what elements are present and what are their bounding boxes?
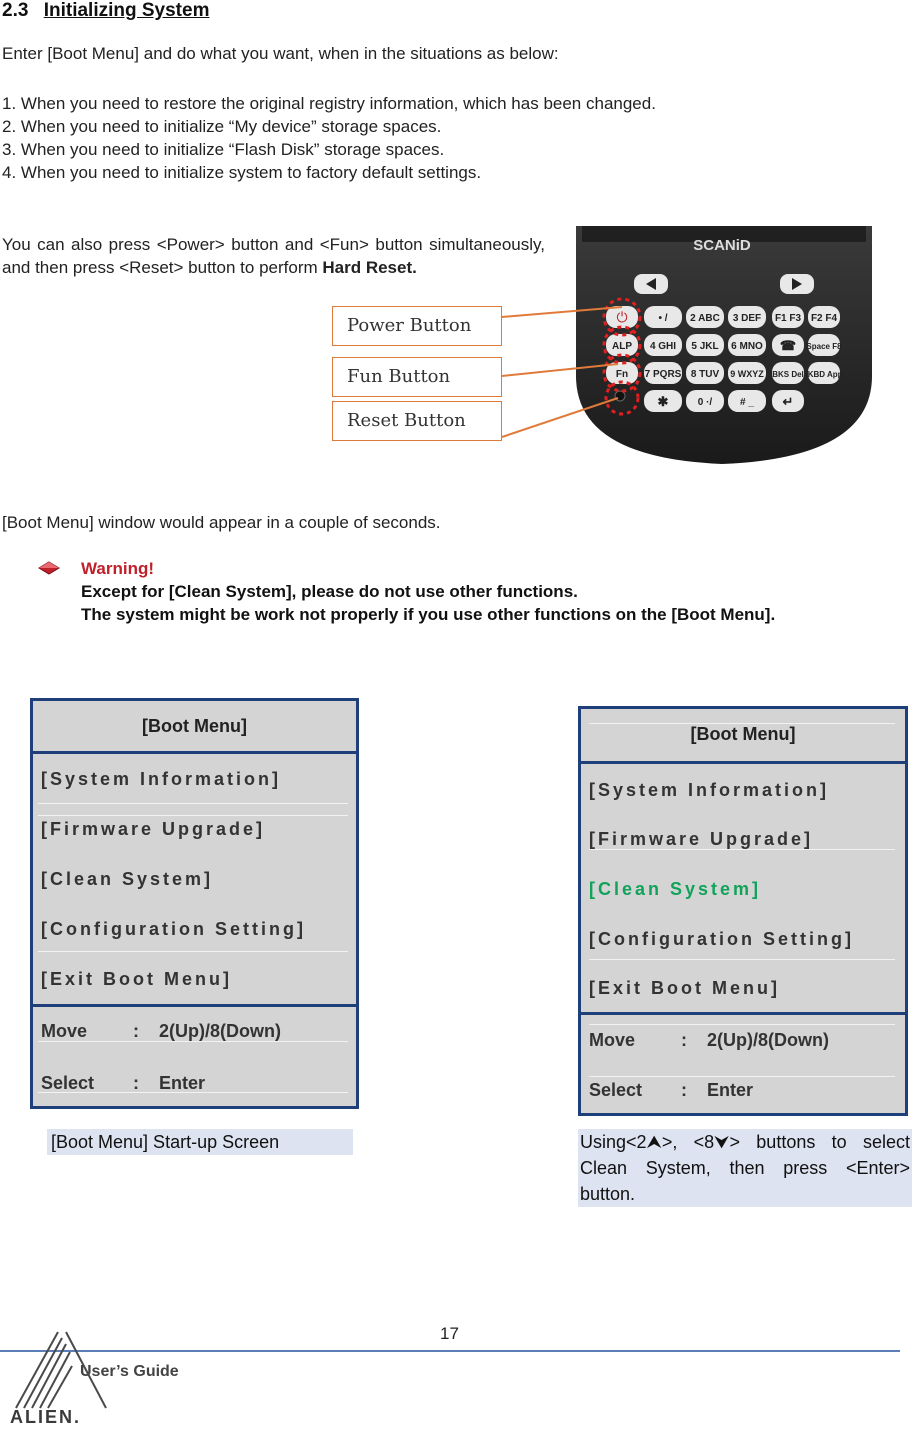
- users-guide-label: User’s Guide: [80, 1363, 179, 1380]
- section-title: Initializing System: [43, 0, 210, 21]
- hard-reset-text: You can also press <Power> button and <Fun> button simultaneously, and then press <Reset> button to perform: [2, 235, 545, 277]
- menu-item-system-information[interactable]: [System Information]: [41, 769, 282, 789]
- hard-reset-paragraph: [2, 233, 545, 279]
- alien-logo-icon: [6, 1326, 116, 1426]
- select-label: Select: [589, 1080, 643, 1100]
- select-hint: [581, 1065, 905, 1115]
- brand-logo: SCANiD: [693, 237, 751, 254]
- warning-line: Except for [Clean System], please do not use other functions.: [81, 582, 578, 601]
- power-icon: ⏻: [616, 310, 628, 326]
- caption-startup-screen: [Boot Menu] Start-up Screen: [47, 1129, 353, 1155]
- key-label: 3 DEF: [732, 313, 762, 324]
- key-label: 5 JKL: [691, 341, 719, 352]
- menu-item-firmware-upgrade[interactable]: [Firmware Upgrade]: [589, 829, 814, 849]
- select-value: Enter: [159, 1073, 206, 1093]
- key-label: 9 WXYZ: [730, 369, 764, 379]
- key-label: • /: [658, 313, 668, 324]
- boot-menu-title: [Boot Menu]: [33, 701, 356, 754]
- select-separator: :: [133, 1073, 139, 1093]
- warning-title: Warning!: [81, 559, 155, 578]
- power-leader-line: [502, 307, 622, 317]
- move-value: 2(Up)/8(Down): [707, 1030, 829, 1050]
- key-label: ✱: [657, 394, 669, 409]
- menu-item-clean-system-selected[interactable]: [Clean System]: [589, 879, 762, 899]
- move-separator: :: [133, 1021, 139, 1041]
- power-callout: Power Button: [332, 306, 502, 346]
- move-hint: [33, 1007, 356, 1057]
- key-label: 4 GHI: [649, 341, 677, 352]
- list-item: 2. When you need to initialize “My device” storage spaces.: [2, 117, 442, 136]
- caption-select-clean-system: Using<2⮝>, <8⮟> buttons to select Clean System, then press <Enter> button.: [578, 1129, 912, 1207]
- menu-item-exit-boot-menu[interactable]: [Exit Boot Menu]: [589, 978, 780, 998]
- key-label: 8 TUV: [690, 369, 720, 380]
- select-label: Select: [41, 1073, 95, 1093]
- situations-list: [2, 92, 656, 184]
- page-number: 17: [440, 1324, 459, 1343]
- list-item: 4. When you need to initialize system to factory default settings.: [2, 163, 482, 182]
- key-label: # _: [740, 397, 754, 408]
- boot-menu-title: [Boot Menu]: [581, 709, 905, 764]
- menu-item-clean-system[interactable]: [Clean System]: [41, 869, 214, 889]
- callout-lines: [500, 300, 630, 445]
- select-separator: :: [681, 1080, 687, 1100]
- alp-key-label: ALP: [612, 341, 632, 352]
- menu-item-exit-boot-menu[interactable]: [Exit Boot Menu]: [41, 969, 232, 989]
- fun-key-label: Fn: [615, 369, 629, 380]
- move-separator: :: [681, 1030, 687, 1050]
- select-hint: [33, 1057, 356, 1109]
- select-value: Enter: [707, 1080, 754, 1100]
- alien-logo: [6, 1326, 116, 1426]
- hard-reset-bold: Hard Reset.: [322, 258, 417, 277]
- key-label: 7 PQRS: [644, 369, 682, 380]
- boot-menu-startup-screen: [30, 698, 359, 1109]
- menu-item-system-information[interactable]: [System Information]: [589, 780, 830, 800]
- move-label: Move: [589, 1030, 636, 1050]
- list-item: 1. When you need to restore the original registry information, which has been changed.: [2, 94, 656, 113]
- enter-key-icon: ↵: [782, 394, 794, 409]
- menu-item-configuration-setting[interactable]: [Configuration Setting]: [589, 929, 854, 949]
- key-label: 0 ·/: [697, 397, 713, 408]
- reset-leader-line: [502, 398, 618, 437]
- fun-leader-line: [502, 364, 618, 376]
- fun-callout: Fun Button: [332, 357, 502, 397]
- key-label: 6 MNO: [731, 341, 763, 352]
- warning-diamond-icon: [38, 561, 60, 575]
- boot-appear-text: [Boot Menu] window would appear in a couple of seconds.: [2, 513, 441, 532]
- key-label: F2 F4: [810, 313, 838, 324]
- list-item: 3. When you need to initialize “Flash Disk” storage spaces.: [2, 140, 445, 159]
- move-label: Move: [41, 1021, 88, 1041]
- warning-body: [81, 580, 861, 626]
- key-label: Space F8: [806, 342, 842, 351]
- key-label: 2 ABC: [690, 313, 720, 324]
- key-label: IKBD App: [805, 370, 843, 379]
- menu-item-configuration-setting[interactable]: [Configuration Setting]: [41, 919, 306, 939]
- reset-callout: Reset Button: [332, 401, 502, 441]
- key-label: BKS Del: [772, 370, 804, 379]
- phone-icon: ☎: [779, 338, 797, 353]
- logo-text: ALIEN.: [10, 1407, 82, 1426]
- menu-item-firmware-upgrade[interactable]: [Firmware Upgrade]: [41, 819, 266, 839]
- move-value: 2(Up)/8(Down): [159, 1021, 281, 1041]
- section-number: 2.3: [2, 0, 29, 21]
- move-hint: [581, 1015, 905, 1065]
- footer-rule: [0, 1350, 900, 1352]
- boot-menu-clean-system-selected: [578, 706, 908, 1116]
- key-label: F1 F3: [774, 313, 802, 324]
- warning-line: The system might be work not properly if you use other functions on the [Boot Menu].: [81, 605, 776, 624]
- section-heading: [2, 0, 209, 22]
- intro-text: Enter [Boot Menu] and do what you want, when in the situations as below:: [2, 44, 559, 63]
